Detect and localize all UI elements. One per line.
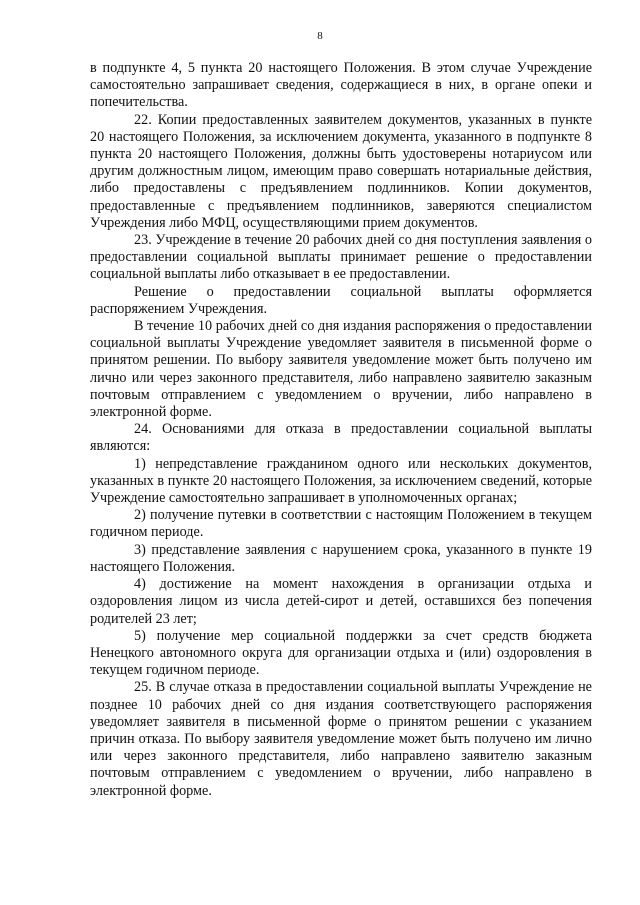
paragraph-clause-24: 24. Основаниями для отказа в предоставлении социальной выплаты являются: (90, 421, 592, 455)
paragraph-continuation: в подпункте 4, 5 пункта 20 настоящего Положения. В этом случае Учреждение самостоятельно запрашивает сведения, содержащиеся в них, в органе опеки и попечительства. (90, 60, 592, 111)
list-item-1: 1) непредставление гражданином одного или нескольких документов, указанных в пункте 20 настоящего Положения, за исключением сведений, которые Учреждение самостоятельно запрашивает в уполномоченных органах; (90, 455, 592, 507)
paragraph-clause-25: 25. В случае отказа в предоставлении социальной выплаты Учреждение не позднее 10 рабочих дней со дня издания соответствующего распоряжения уведомляет заявителя в письменной форме о принятом решении с указанием причин отказа. По выбору заявителя уведомление может быть получено им лично или через законного представителя, либо направлено заявителю заказным почтовым отправлением с уведомлением о вручении, либо направлено в электронной форме. (90, 679, 592, 799)
paragraph-clause-23: 23. Учреждение в течение 20 рабочих дней со дня поступления заявления о предоставлении социальной выплаты принимает решение о предоставлении социальной выплаты либо отказывает в ее предоставлении. (90, 232, 592, 283)
paragraph-decision: Решение о предоставлении социальной выплаты оформляется распоряжением Учреждения. (90, 283, 592, 317)
list-item-5: 5) получение мер социальной поддержки за счет средств бюджета Ненецкого автономного округа для организации отдыха и (или) оздоровления в текущем годичном периоде. (90, 627, 592, 679)
paragraph-notification: В течение 10 рабочих дней со дня издания распоряжения о предоставлении социальной выплаты Учреждение уведомляет заявителя в письменной форме о принятом решении. По выбору заявителя уведомление может быть получено им лично или через законного представителя, либо направлено заявителю заказным почтовым отправлением с уведомлением о вручении, либо направлено в электронной форме. (90, 318, 592, 421)
document-body (90, 60, 592, 800)
list-item-2: 2) получение путевки в соответствии с настоящим Положением в текущем годичном периоде. (90, 507, 592, 541)
paragraph-clause-22: 22. Копии предоставленных заявителем документов, указанных в пункте 20 настоящего Положения, за исключением документа, указанного в подпункте 8 пункта 20 настоящего Положения, должны быть удостоверены нотариусом или другим должностным лицом, имеющим право совершать нотариальные действия, либо предоставлены с предъявлением подлинников. Копии документов, предоставленные с предъявлением подлинников, заверяются специалистом Учреждения либо МФЦ, осуществляющими прием документов. (90, 111, 592, 231)
page-number: 8 (317, 30, 323, 42)
list-item-3: 3) представление заявления с нарушением срока, указанного в пункте 19 настоящего Положения. (90, 541, 592, 575)
list-item-4: 4) достижение на момент нахождения в организации отдыха и оздоровления лицом из числа детей-сирот и детей, оставшихся без попечения родителей 23 лет; (90, 576, 592, 627)
